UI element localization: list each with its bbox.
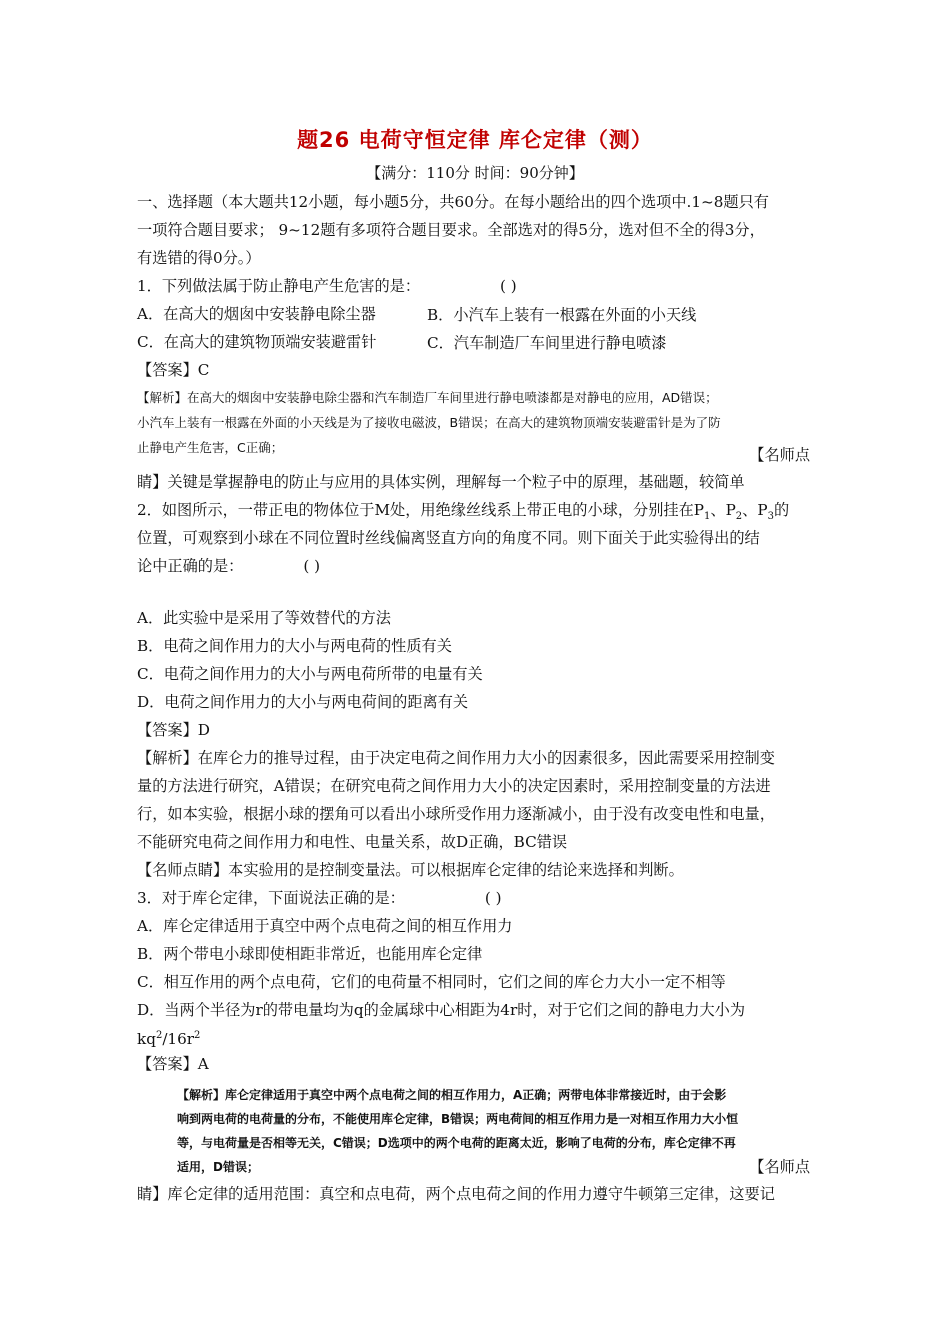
option-d: D．电荷之间作用力的大小与两电荷间的距离有关 <box>137 693 469 711</box>
formula-text: /16r <box>162 1030 195 1049</box>
analysis-line: 【解析】库仑定律适用于真空中两个点电荷之间的相互作用力，A正确；两带电体非常接近时，由于会影 <box>177 1088 727 1102</box>
answer-label: 【答案】D <box>137 721 210 739</box>
analysis-line: 小汽车上装有一根露在外面的小天线是为了接收电磁波，B错误；在高大的建筑物顶端安装避雷针是为了防 <box>137 415 721 430</box>
subscript: 3 <box>767 511 774 523</box>
analysis-line: 等，与电荷量是否相等无关，C错误；D选项中的两个电荷的距离太近，影响了电荷的分布，库仑定律不再 <box>177 1136 736 1150</box>
tip-text: 睛】库仑定律的适用范围：真空和点电荷，两个点电荷之间的作用力遵守牛顿第三定律，这要记 <box>137 1185 775 1203</box>
superscript: 2 <box>155 1030 163 1041</box>
question-2-stem-line <box>137 556 320 576</box>
option-d: D．当两个半径为r的带电量均为q的金属球中心相距为4r时，对于它们之间的静电力大小为 <box>137 1001 746 1019</box>
analysis-line: 不能研究电荷之间作用力和电性、电量关系，故D正确，BC错误 <box>137 833 568 851</box>
analysis-line: 行，如本实验，根据小球的摆角可以看出小球所受作用力逐渐减小，由于没有改变电性和电量， <box>137 805 775 823</box>
formula-text: kq <box>137 1030 156 1049</box>
analysis-line: 【解析】在高大的烟囱中安装静电除尘器和汽车制造厂车间里进行静电喷漆都是对静电的应用，AD错误； <box>137 390 718 405</box>
analysis-line: 量的方法进行研究，A错误；在研究电荷之间作用力大小的决定因素时，采用控制变量的方法进 <box>137 777 771 795</box>
separator-text: 、P <box>710 501 736 519</box>
subscript: 2 <box>735 511 743 523</box>
option-b: B．两个带电小球即使相距非常近，也能用库仑定律 <box>137 945 483 963</box>
answer-blank: ( ) <box>500 277 517 295</box>
subscript: 1 <box>704 511 711 523</box>
option-a: A．在高大的烟囱中安装静电除尘器 <box>137 305 376 323</box>
tip-text: 睛】关键是掌握静电的防止与应用的具体实例，理解每一个粒子中的原理，基础题，较简单 <box>137 473 745 491</box>
section-intro-line: 一项符合题目要求； 9~12题有多项符合题目要求。全部选对的得5分，选对但不全的得3分， <box>137 221 765 239</box>
analysis-line: 响到两电荷的电荷量的分布，不能使用库仑定律，B错误；两电荷间的相互作用力是一对相互作用力大小恒 <box>177 1112 739 1126</box>
superscript: 2 <box>194 1030 201 1041</box>
answer-label: 【答案】A <box>137 1055 209 1073</box>
option-b: B．小汽车上装有一根露在外面的小天线 <box>427 306 697 324</box>
option-a: A．库仑定律适用于真空中两个点电荷之间的相互作用力 <box>137 917 513 935</box>
answer-blank: ( ) <box>484 889 502 907</box>
exam-meta: 【满分：110分 时间：90分钟】 <box>366 164 584 182</box>
option-a: A．此实验中是采用了等效替代的方法 <box>137 609 391 627</box>
question-stem-text: 论中正确的是： <box>137 557 244 575</box>
option-c: C．电荷之间作用力的大小与两电荷所带的电量有关 <box>137 665 483 683</box>
option-c: C．在高大的建筑物顶端安装避雷针 <box>137 333 377 351</box>
tip-heading: 【名师点 <box>749 446 810 464</box>
answer-label: 【答案】C <box>137 361 210 379</box>
tip-text: 【名师点睛】本实验用的是控制变量法。可以根据库仑定律的结论来选择和判断。 <box>137 861 684 879</box>
answer-blank: ( ) <box>303 557 320 575</box>
analysis-line: 适用，D错误； <box>177 1160 259 1174</box>
tip-heading: 【名师点 <box>749 1158 810 1176</box>
option-c: C．相互作用的两个点电荷，它们的电荷量不相同时，它们之间的库仑力大小一定不相等 <box>137 973 726 991</box>
question-3-stem <box>137 888 502 908</box>
option-b: B．电荷之间作用力的大小与两电荷的性质有关 <box>137 637 452 655</box>
question-2-stem-line: 位置，可观察到小球在不同位置时丝线偏离竖直方向的角度不同。则下面关于此实验得出的结 <box>137 529 760 547</box>
analysis-line: 止静电产生危害，C正确； <box>137 440 284 455</box>
section-intro-line: 有选错的得0分。） <box>137 249 261 267</box>
option-d-formula <box>137 1026 200 1049</box>
question-stem-text: 的 <box>773 501 790 519</box>
question-stem-text: 2．如图所示，一带正电的物体位于M处，用绝缘丝线系上带正电的小球，分别挂在P <box>137 501 704 519</box>
analysis-line: 【解析】在库仑力的推导过程，由于决定电荷之间作用力大小的因素很多，因此需要采用控制变 <box>137 749 775 767</box>
question-2-stem <box>137 500 789 527</box>
question-stem-text: 1．下列做法属于防止静电产生危害的是： <box>137 277 421 295</box>
separator-text: 、P <box>742 501 768 519</box>
page-title: 题26 电荷守恒定律 库仑定律（测） <box>297 128 653 152</box>
option-d: C．汽车制造厂车间里进行静电喷漆 <box>427 334 667 352</box>
question-stem-text: 3．对于库仑定律，下面说法正确的是： <box>137 889 405 907</box>
question-1-stem <box>137 276 517 296</box>
section-intro-line: 一、选择题（本大题共12小题，每小题5分，共60分。在每小题给出的四个选项中.1~8题只有 <box>137 193 769 211</box>
